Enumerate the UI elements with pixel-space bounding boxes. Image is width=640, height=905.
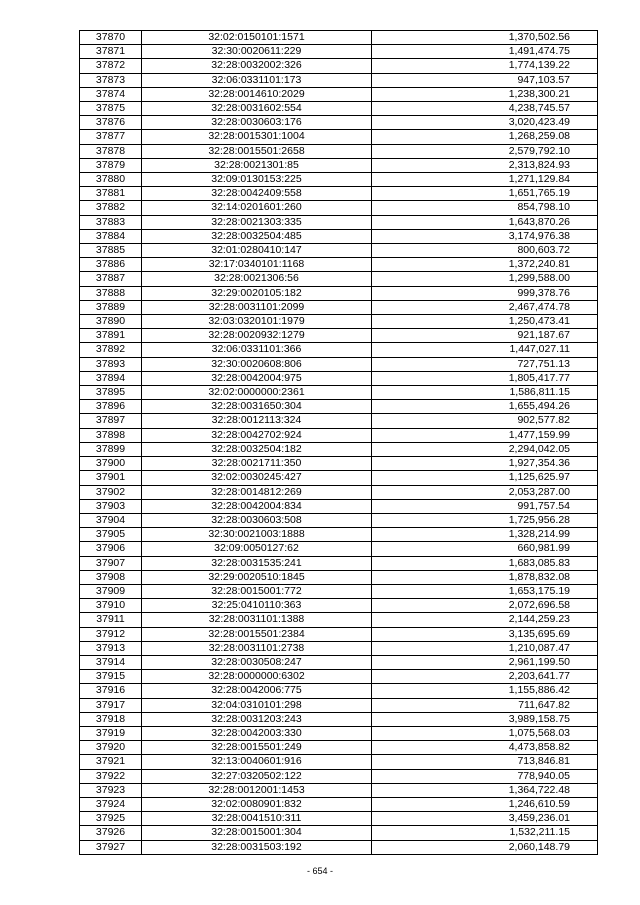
cadastral-number-cell: 32:09:0130153:225 (142, 173, 372, 187)
table-row (80, 698, 598, 712)
row-number-cell: 37906 (80, 542, 142, 556)
row-number-cell: 37896 (80, 400, 142, 414)
row-number-cell: 37925 (80, 812, 142, 826)
amount-cell: 1,364,722.48 (372, 783, 598, 797)
row-number-cell: 37877 (80, 130, 142, 144)
cadastral-number-cell: 32:02:0080901:832 (142, 797, 372, 811)
row-number-cell: 37915 (80, 670, 142, 684)
cadastral-number-cell: 32:29:0020105:182 (142, 286, 372, 300)
amount-cell: 854,798.10 (372, 201, 598, 215)
row-number-cell: 37903 (80, 499, 142, 513)
amount-cell: 3,459,236.01 (372, 812, 598, 826)
cadastral-number-cell: 32:02:0000000:2361 (142, 386, 372, 400)
table-row (80, 499, 598, 513)
cadastral-number-cell: 32:28:0031650:304 (142, 400, 372, 414)
table-row (80, 173, 598, 187)
row-number-cell: 37871 (80, 45, 142, 59)
table-body (80, 31, 598, 855)
row-number-cell: 37921 (80, 755, 142, 769)
table-row (80, 726, 598, 740)
cadastral-number-cell: 32:02:0150101:1571 (142, 31, 372, 45)
amount-cell: 1,125,625.97 (372, 471, 598, 485)
amount-cell: 1,683,085.83 (372, 556, 598, 570)
table-row (80, 116, 598, 130)
row-number-cell: 37881 (80, 187, 142, 201)
table-row (80, 570, 598, 584)
cadastral-number-cell: 32:28:0031101:1388 (142, 613, 372, 627)
amount-cell: 713,846.81 (372, 755, 598, 769)
row-number-cell: 37885 (80, 244, 142, 258)
cadastral-number-cell: 32:13:0040601:916 (142, 755, 372, 769)
cadastral-number-cell: 32:28:0015001:304 (142, 826, 372, 840)
row-number-cell: 37882 (80, 201, 142, 215)
table-row (80, 797, 598, 811)
cadastral-number-cell: 32:01:0280410:147 (142, 244, 372, 258)
table-row (80, 655, 598, 669)
row-number-cell: 37907 (80, 556, 142, 570)
row-number-cell: 37875 (80, 102, 142, 116)
amount-cell: 1,878,832.08 (372, 570, 598, 584)
cadastral-number-cell: 32:28:0030603:508 (142, 513, 372, 527)
amount-cell: 1,238,300.21 (372, 87, 598, 101)
cadastral-number-cell: 32:28:0015501:249 (142, 741, 372, 755)
amount-cell: 947,103.57 (372, 73, 598, 87)
amount-cell: 1,328,214.99 (372, 528, 598, 542)
table-row (80, 613, 598, 627)
table-row (80, 144, 598, 158)
amount-cell: 2,961,199.50 (372, 655, 598, 669)
table-row (80, 826, 598, 840)
cadastral-number-cell: 32:28:0014812:269 (142, 485, 372, 499)
amount-cell: 999,378.76 (372, 286, 598, 300)
cadastral-number-cell: 32:30:0020611:229 (142, 45, 372, 59)
row-number-cell: 37879 (80, 158, 142, 172)
table-row (80, 130, 598, 144)
row-number-cell: 37892 (80, 343, 142, 357)
table-row (80, 272, 598, 286)
cadastral-number-cell: 32:09:0050127:62 (142, 542, 372, 556)
table-row (80, 329, 598, 343)
table-row (80, 31, 598, 45)
table-row (80, 300, 598, 314)
cadastral-number-cell: 32:28:0031203:243 (142, 712, 372, 726)
row-number-cell: 37894 (80, 371, 142, 385)
row-number-cell: 37893 (80, 357, 142, 371)
amount-cell: 1,774,139.22 (372, 59, 598, 73)
row-number-cell: 37926 (80, 826, 142, 840)
cadastral-number-cell: 32:28:0012001:1453 (142, 783, 372, 797)
amount-cell: 4,238,745.57 (372, 102, 598, 116)
table-row (80, 73, 598, 87)
table-row (80, 400, 598, 414)
cadastral-number-cell: 32:28:0015001:772 (142, 584, 372, 598)
amount-cell: 1,927,354.36 (372, 457, 598, 471)
cadastral-number-cell: 32:30:0020608:806 (142, 357, 372, 371)
table-row (80, 684, 598, 698)
table-row (80, 315, 598, 329)
table-row (80, 783, 598, 797)
amount-cell: 1,805,417.77 (372, 371, 598, 385)
amount-cell: 991,757.54 (372, 499, 598, 513)
row-number-cell: 37880 (80, 173, 142, 187)
cadastral-number-cell: 32:28:0020932:1279 (142, 329, 372, 343)
amount-cell: 2,294,042.05 (372, 442, 598, 456)
amount-cell: 778,940.05 (372, 769, 598, 783)
row-number-cell: 37902 (80, 485, 142, 499)
amount-cell: 1,372,240.81 (372, 258, 598, 272)
cadastral-number-cell: 32:28:0021711:350 (142, 457, 372, 471)
row-number-cell: 37870 (80, 31, 142, 45)
row-number-cell: 37919 (80, 726, 142, 740)
table-row (80, 59, 598, 73)
table-row (80, 584, 598, 598)
amount-cell: 1,651,765.19 (372, 187, 598, 201)
amount-cell: 2,467,474.78 (372, 300, 598, 314)
table-row (80, 244, 598, 258)
table-row (80, 229, 598, 243)
table-row (80, 840, 598, 854)
row-number-cell: 37884 (80, 229, 142, 243)
row-number-cell: 37872 (80, 59, 142, 73)
amount-cell: 2,203,641.77 (372, 670, 598, 684)
amount-cell: 1,653,175.19 (372, 584, 598, 598)
cadastral-number-cell: 32:25:0410110:363 (142, 599, 372, 613)
table-row (80, 755, 598, 769)
table-row (80, 343, 598, 357)
cadastral-number-cell: 32:04:0310101:298 (142, 698, 372, 712)
table-row (80, 45, 598, 59)
table-row (80, 158, 598, 172)
row-number-cell: 37922 (80, 769, 142, 783)
table-row (80, 670, 598, 684)
cadastral-number-cell: 32:28:0014610:2029 (142, 87, 372, 101)
table-row (80, 442, 598, 456)
row-number-cell: 37900 (80, 457, 142, 471)
row-number-cell: 37905 (80, 528, 142, 542)
row-number-cell: 37920 (80, 741, 142, 755)
amount-cell: 4,473,858.82 (372, 741, 598, 755)
cadastral-number-cell: 32:03:0320101:1979 (142, 315, 372, 329)
amount-cell: 1,725,956.28 (372, 513, 598, 527)
row-number-cell: 37895 (80, 386, 142, 400)
cadastral-number-cell: 32:27:0320502:122 (142, 769, 372, 783)
table-row (80, 712, 598, 726)
row-number-cell: 37914 (80, 655, 142, 669)
cadastral-number-cell: 32:28:0031535:241 (142, 556, 372, 570)
amount-cell: 902,577.82 (372, 414, 598, 428)
amount-cell: 1,532,211.15 (372, 826, 598, 840)
amount-cell: 2,053,287.00 (372, 485, 598, 499)
cadastral-number-cell: 32:28:0042006:775 (142, 684, 372, 698)
amount-cell: 1,155,886.42 (372, 684, 598, 698)
table-row (80, 599, 598, 613)
cadastral-number-cell: 32:02:0030245:427 (142, 471, 372, 485)
cadastral-number-cell: 32:28:0031101:2099 (142, 300, 372, 314)
amount-cell: 1,370,502.56 (372, 31, 598, 45)
row-number-cell: 37910 (80, 599, 142, 613)
cadastral-number-cell: 32:28:0032002:326 (142, 59, 372, 73)
cadastral-number-cell: 32:28:0031602:554 (142, 102, 372, 116)
table-row (80, 513, 598, 527)
cadastral-number-cell: 32:28:0012113:324 (142, 414, 372, 428)
amount-cell: 1,491,474.75 (372, 45, 598, 59)
amount-cell: 3,020,423.49 (372, 116, 598, 130)
row-number-cell: 37878 (80, 144, 142, 158)
table-row (80, 258, 598, 272)
amount-cell: 1,447,027.11 (372, 343, 598, 357)
row-number-cell: 37873 (80, 73, 142, 87)
row-number-cell: 37924 (80, 797, 142, 811)
row-number-cell: 37891 (80, 329, 142, 343)
cadastral-number-cell: 32:06:0331101:173 (142, 73, 372, 87)
row-number-cell: 37874 (80, 87, 142, 101)
row-number-cell: 37917 (80, 698, 142, 712)
row-number-cell: 37923 (80, 783, 142, 797)
row-number-cell: 37897 (80, 414, 142, 428)
cadastral-number-cell: 32:28:0030508:247 (142, 655, 372, 669)
amount-cell: 1,268,259.08 (372, 130, 598, 144)
cadastral-number-cell: 32:28:0015501:2384 (142, 627, 372, 641)
table-row (80, 556, 598, 570)
amount-cell: 3,174,976.38 (372, 229, 598, 243)
amount-cell: 1,246,610.59 (372, 797, 598, 811)
cadastral-number-cell: 32:28:0021303:335 (142, 215, 372, 229)
amount-cell: 1,477,159.99 (372, 428, 598, 442)
row-number-cell: 37904 (80, 513, 142, 527)
table-row (80, 812, 598, 826)
amount-cell: 1,655,494.26 (372, 400, 598, 414)
amount-cell: 1,643,870.26 (372, 215, 598, 229)
cadastral-number-cell: 32:28:0042003:330 (142, 726, 372, 740)
cadastral-number-cell: 32:28:0031503:192 (142, 840, 372, 854)
row-number-cell: 37901 (80, 471, 142, 485)
row-number-cell: 37898 (80, 428, 142, 442)
amount-cell: 921,187.67 (372, 329, 598, 343)
amount-cell: 1,586,811.15 (372, 386, 598, 400)
row-number-cell: 37888 (80, 286, 142, 300)
cadastral-number-cell: 32:06:0331101:366 (142, 343, 372, 357)
cadastral-number-cell: 32:28:0031101:2738 (142, 641, 372, 655)
table-row (80, 471, 598, 485)
cadastral-number-cell: 32:28:0015301:1004 (142, 130, 372, 144)
table-row (80, 102, 598, 116)
amount-cell: 3,135,695.69 (372, 627, 598, 641)
cadastral-number-cell: 32:28:0041510:311 (142, 812, 372, 826)
amount-cell: 727,751.13 (372, 357, 598, 371)
amount-cell: 800,603.72 (372, 244, 598, 258)
table-row (80, 201, 598, 215)
row-number-cell: 37876 (80, 116, 142, 130)
cadastral-number-cell: 32:28:0021306:56 (142, 272, 372, 286)
cadastral-number-cell: 32:28:0015501:2658 (142, 144, 372, 158)
row-number-cell: 37899 (80, 442, 142, 456)
row-number-cell: 37911 (80, 613, 142, 627)
cadastral-number-cell: 32:28:0042004:834 (142, 499, 372, 513)
row-number-cell: 37913 (80, 641, 142, 655)
table-row (80, 286, 598, 300)
cadastral-number-cell: 32:28:0000000:6302 (142, 670, 372, 684)
table-row (80, 428, 598, 442)
row-number-cell: 37927 (80, 840, 142, 854)
table-row (80, 87, 598, 101)
table-row (80, 215, 598, 229)
table-row (80, 542, 598, 556)
page-number: - 654 - (306, 866, 333, 876)
amount-cell: 2,072,696.58 (372, 599, 598, 613)
row-number-cell: 37916 (80, 684, 142, 698)
table-row (80, 187, 598, 201)
row-number-cell: 37912 (80, 627, 142, 641)
amount-cell: 2,144,259.23 (372, 613, 598, 627)
row-number-cell: 37887 (80, 272, 142, 286)
cadastral-number-cell: 32:28:0021301:85 (142, 158, 372, 172)
cadastral-number-cell: 32:28:0032504:485 (142, 229, 372, 243)
row-number-cell: 37883 (80, 215, 142, 229)
table-row (80, 485, 598, 499)
row-number-cell: 37909 (80, 584, 142, 598)
table-row (80, 357, 598, 371)
row-number-cell: 37889 (80, 300, 142, 314)
amount-cell: 1,210,087.47 (372, 641, 598, 655)
table-row (80, 769, 598, 783)
amount-cell: 3,989,158.75 (372, 712, 598, 726)
cadastral-number-cell: 32:28:0042702:924 (142, 428, 372, 442)
cadastral-number-cell: 32:14:0201601:260 (142, 201, 372, 215)
row-number-cell: 37918 (80, 712, 142, 726)
cadastral-number-cell: 32:28:0032504:182 (142, 442, 372, 456)
cadastral-number-cell: 32:29:0020510:1845 (142, 570, 372, 584)
cadastral-number-cell: 32:28:0042409:558 (142, 187, 372, 201)
table-row (80, 457, 598, 471)
cadastral-number-cell: 32:28:0030603:176 (142, 116, 372, 130)
data-table (79, 30, 598, 855)
table-row (80, 386, 598, 400)
amount-cell: 1,250,473.41 (372, 315, 598, 329)
cadastral-number-cell: 32:17:0340101:1168 (142, 258, 372, 272)
amount-cell: 1,299,588.00 (372, 272, 598, 286)
table-row (80, 641, 598, 655)
row-number-cell: 37908 (80, 570, 142, 584)
amount-cell: 2,579,792.10 (372, 144, 598, 158)
amount-cell: 2,060,148.79 (372, 840, 598, 854)
row-number-cell: 37890 (80, 315, 142, 329)
table-row (80, 414, 598, 428)
amount-cell: 1,075,568.03 (372, 726, 598, 740)
cadastral-number-cell: 32:28:0042004:975 (142, 371, 372, 385)
table-row (80, 741, 598, 755)
amount-cell: 660,981.99 (372, 542, 598, 556)
table-row (80, 627, 598, 641)
table-row (80, 528, 598, 542)
row-number-cell: 37886 (80, 258, 142, 272)
amount-cell: 2,313,824.93 (372, 158, 598, 172)
cadastral-number-cell: 32:30:0021003:1888 (142, 528, 372, 542)
amount-cell: 711,647.82 (372, 698, 598, 712)
table-row (80, 371, 598, 385)
amount-cell: 1,271,129.84 (372, 173, 598, 187)
